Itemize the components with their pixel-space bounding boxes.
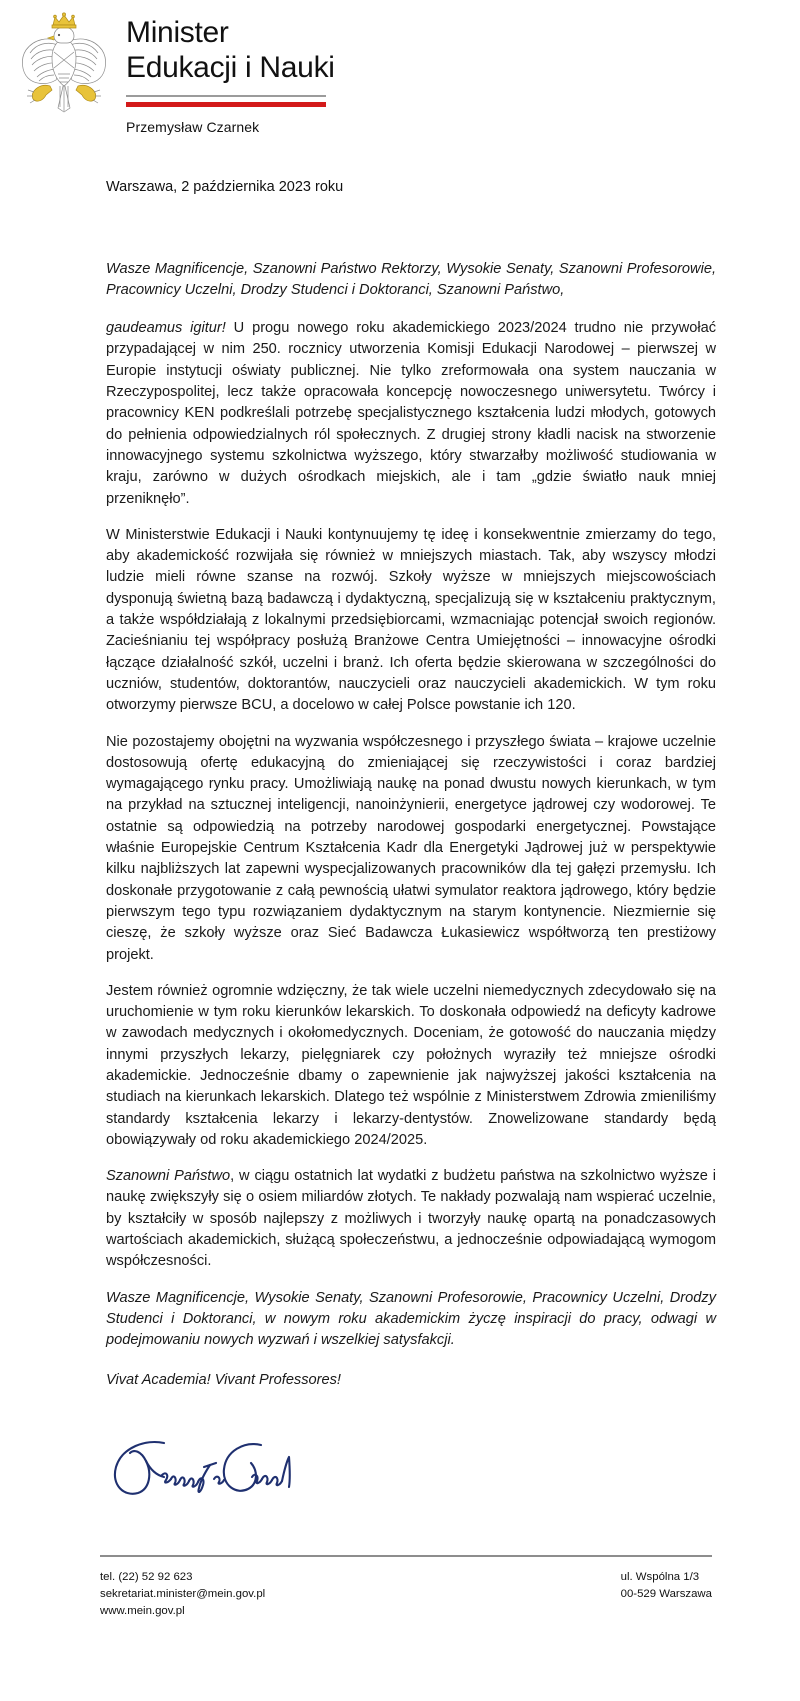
letter-body — [106, 259, 716, 1391]
paragraph-3: Nie pozostajemy obojętni na wyzwania współczesnego i przyszłego świata – krajowe uczelnie dostosowują ofertę edukacyjną do zmieniającej się rzeczywistości i coraz bardziej wymagającego rynku pracy. Umożliwiają naukę na ponad dwustu nowych kierunkach, w tym na przykład na sztucznej inteligencji, nanoinżynierii, energetyce jądrowej czy wodorowej. Te ostatnie są odpowiedzią na potrzeby narodowej gospodarki energetycznej. Powstające właśnie Europejskie Centrum Kształcenia Kadr dla Energetyki Jądrowej już w perspektywie kilku najbliższych lat zapewni wyspecjalizowanych pracowników dla tej gałęzi przemysłu. Ich doskonałe przygotowanie z całą pewnością ułatwi symulator reaktora jądrowego, który będzie pierwszym tego typu rozwiązaniem dydaktycznym na starym kontynencie. Niezmiernie się cieszę, że szkoły wyższe oraz Sieć Badawcza Łukasiewicz współtworzą ten prestiżowy projekt. — [106, 733, 716, 963]
ministry-title-line-1: Minister — [126, 16, 229, 49]
paragraph-4: Jestem również ogromnie wdzięczny, że tak wiele uczelni niemedycznych zdecydowało się na uruchomienie w tym roku kierunków lekarskich. To doskonała odpowiedź na deficyty kadrowe w zawodach medycznych i okołomedycznych. Doceniam, że gotowość do nauczania między innymi przyszłych lekarzy, pielęgniarek czy położnych wyraziły też mniejsze ośrodki akademickie. Jednocześnie dbamy o zapewnienie jak najwyższej jakości kształcenia na studiach na kierunkach lekarskich. Dlatego też wspólnie z Ministerstwem Zdrowia zmieniliśmy standardy kształcenia lekarzy i lekarzy-dentystów. Znowelizowane standardy będą obowiązywały od roku akademickiego 2024/2025. — [106, 982, 716, 1148]
divider-grey — [126, 95, 326, 97]
ministry-title-line-2: Edukacji i Nauki — [126, 50, 335, 84]
footer-divider — [100, 1555, 712, 1557]
masthead — [126, 12, 335, 135]
letterhead — [0, 0, 800, 135]
paragraph-2: W Ministerstwie Edukacji i Nauki kontynuujemy tę ideę i konsekwentnie zmierzamy do tego, aby akademickość rozwijała się również w mniejszych miastach. Tak, aby wszyscy młodzi ludzie mieli równe szanse na rozwój. Szkoły wyższe w mniejszych miejscowościach dysponują świetną bazą badawczą i dydaktyczną, specjalizują się w kształceniu praktycznym, a także współdziałają z lokalnymi przedsiębiorcami, wzmacniając potencjał swoich regionów. Zacieśnianiu tej współpracy posłużą Branżowe Centra Umiejętności – innowacyjne ośrodki łączące działalność szkół, uczelni i branż. Ich oferta będzie skierowana w szczególności do uczniów, studentów, doktorantów, nauczycieli oraz nauczycieli akademickich. W tym roku otworzymy pierwsze BCU, a docelowo w całej Polsce powstanie ich 120. — [106, 526, 716, 714]
date-line: Warszawa, 2 października 2023 roku — [106, 178, 344, 195]
paragraph-5-text: , w ciągu ostatnich lat wydatki z budżetu państwa na szkolnictwo wyższe i naukę zwiększyły się o osiem miliardów złotych. Te nakłady pozwalają nam wspierać uczelnie, by kształciły w sposób najlepszy z możliwych i tworzyły naukę opartą na ponadczasowych wartościach akademickich, służącą społeczeństwu, a jednocześnie odpowiadającą wymogom współczesności. — [106, 1168, 716, 1270]
paragraph-5-lead: Szanowni Państwo — [106, 1168, 231, 1185]
footer-contact-column — [100, 1569, 265, 1620]
footer-address-column — [621, 1569, 712, 1620]
paragraph-1-lead: gaudeamus igitur! — [106, 320, 226, 337]
footer-address-street: ul. Wspólna 1/3 — [620, 1570, 700, 1583]
footer-website[interactable]: www.mein.gov.pl — [100, 1604, 185, 1617]
vivat-line: Vivat Academia! Vivant Professores! — [106, 1371, 341, 1388]
paragraph-1-text: U progu nowego roku akademickiego 2023/2024 trudno nie przywołać przypadającej w nim 250. rocznicy utworzenia Komisji Edukacji Narodowej – pierwszej w Europie instytucji oświaty publicznej. Nie tylko zreformowała ona system nauczania w Rzeczypospolitej, lecz także opracowała koncepcję nowoczesnego uniwersytetu. Twórcy i pracownicy KEN podkreślali potrzebę specjalistycznego kształcenia ludzi młodych, gotowych do pełnienia odpowiedzialnych ról społecznych. Z drugiej strony kładli nacisk na stworzenie innowacyjnego systemu szkolnictwa wyższego, który stwarzałby możliwość studiowania w kraju, zarówno w dużych ośrodkach miejskich, ale i tam „gdzie światło nauk mniej przeniknęło”. — [106, 320, 717, 507]
valediction-paragraph — [106, 1288, 716, 1352]
valediction-lead: Wasze Magnificencje, Wysokie Senaty, Szanowni Profesorowie, Pracownicy Uczelni, Drodzy Studenci i Doktoranci — [106, 1289, 716, 1327]
footer-email[interactable]: sekretariat.minister@mein.gov.pl — [100, 1587, 266, 1600]
footer-address-city: 00-529 Warszawa — [620, 1587, 712, 1600]
footer-phone: tel. (22) 52 92 623 — [100, 1570, 193, 1583]
footer — [100, 1569, 712, 1620]
divider-red — [126, 102, 326, 107]
paragraph-5 — [106, 1166, 716, 1272]
handwritten-signature-icon — [106, 1435, 800, 1527]
salutation-paragraph: Wasze Magnificencje, Szanowni Państwo Rektorzy, Wysokie Senaty, Szanowni Profesorowie, Pracownicy Uczelni, Drodzy Studenci i Doktoranci, Szanowni Państwo, — [106, 260, 716, 298]
paragraph-1 — [106, 318, 716, 510]
polish-eagle-coat-of-arms-icon — [14, 12, 114, 120]
valediction-text: , w nowym roku akademickim życzę inspiracji do pracy, odwagi w podejmowaniu nowych wyzwań i wszelkiej satysfakcji. — [106, 1310, 716, 1349]
minister-name: Przemysław Czarnek — [126, 118, 260, 135]
